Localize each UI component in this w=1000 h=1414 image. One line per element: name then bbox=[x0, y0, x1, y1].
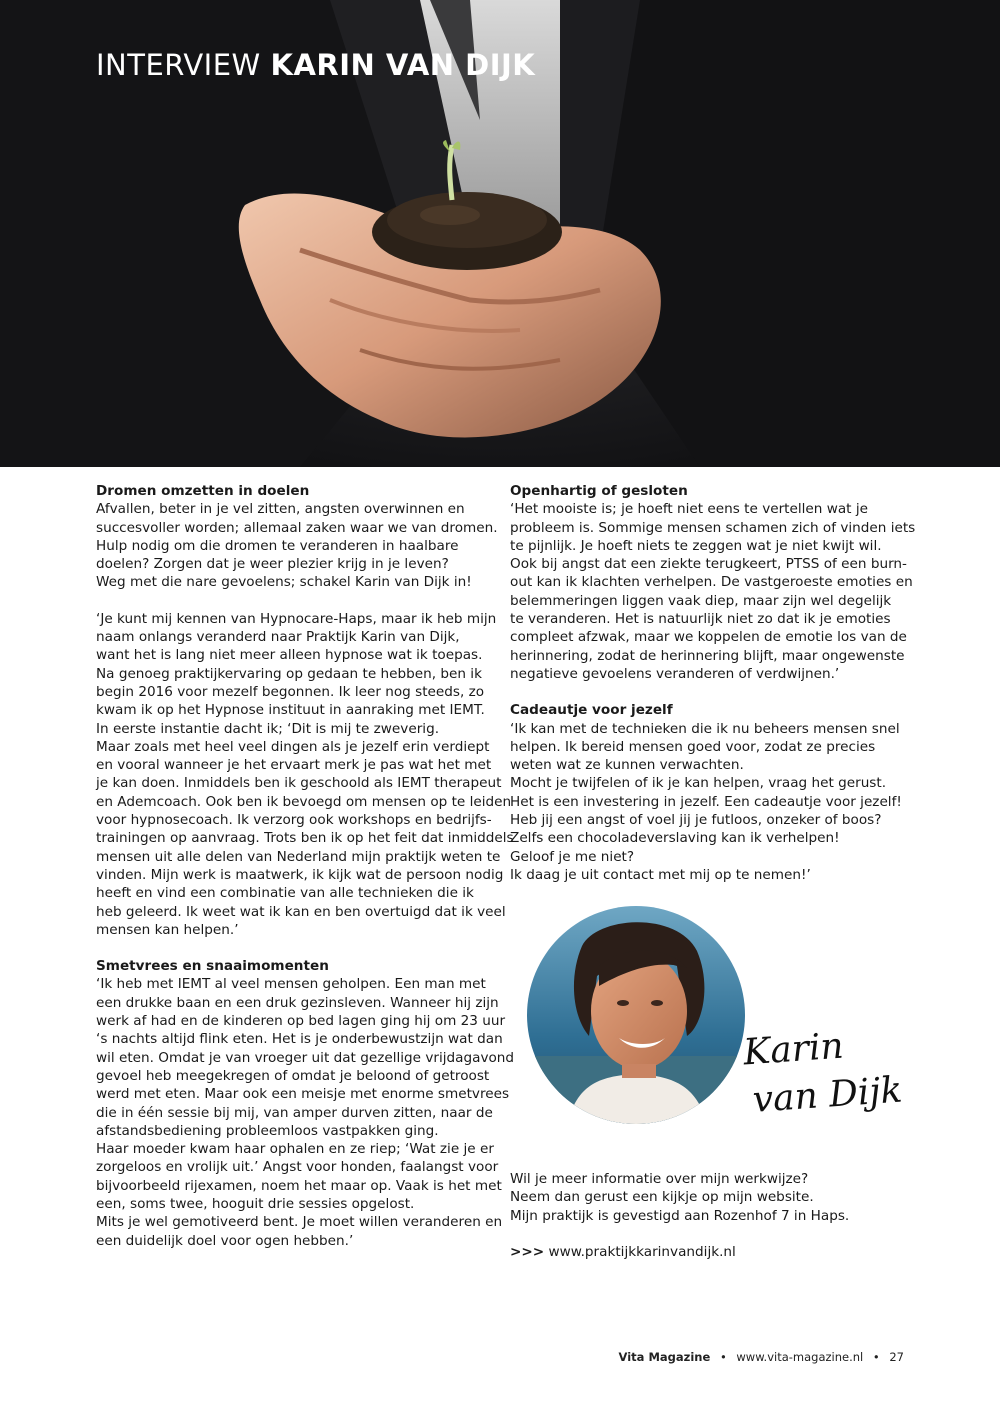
body-line: een drukke baan en een druk gezinsleven. Wanneer hij zijn bbox=[96, 994, 499, 1011]
body-line: werk af had en de kinderen op bed lagen ging hij om 23 uur bbox=[96, 1013, 506, 1030]
info-line: Mijn praktijk is gevestigd aan Rozenhof 7 in Haps. bbox=[510, 1207, 850, 1224]
title-prefix: INTERVIEW bbox=[96, 48, 261, 82]
footer-separator: • bbox=[872, 1350, 880, 1364]
body-line: herinnering, zodat de herinnering blijft, maar ongewenste bbox=[510, 647, 905, 664]
body-line: afstandsbediening probleemloos vastpakken ging. bbox=[96, 1122, 439, 1139]
body-line: Na genoeg praktijkervaring op gedaan te hebben, ben ik bbox=[96, 665, 482, 682]
website-link[interactable]: www.praktijkkarinvandijk.nl bbox=[548, 1243, 736, 1260]
body-line: ‘Ik kan met de technieken die ik nu beheers mensen snel bbox=[510, 720, 900, 737]
signature-first-name: Karin bbox=[742, 1025, 845, 1074]
body-line: begin 2016 voor mezelf begonnen. Ik leer nog steeds, zo bbox=[96, 683, 485, 700]
article-title bbox=[96, 48, 535, 82]
body-line: te veranderen. Het is natuurlijk niet zo dat ik je emoties bbox=[510, 611, 891, 628]
body-line: mensen uit alle delen van Nederland mijn praktijk weten te bbox=[96, 848, 501, 865]
body-line: Hulp nodig om die dromen te veranderen in haalbare bbox=[96, 537, 459, 554]
signature-last-name: van Dijk bbox=[751, 1069, 904, 1121]
body-line: Zelfs een chocoladeverslaving kan ik verhelpen! bbox=[510, 830, 840, 847]
body-line: Geloof je me niet? bbox=[510, 848, 635, 865]
section-dromen bbox=[96, 482, 496, 592]
body-line: negatieve gevoelens veranderen of verdwijnen.’ bbox=[510, 665, 840, 682]
body-line: Heb jij een angst of voel jij je futloos, onzeker of boos? bbox=[510, 812, 882, 829]
body-line: compleet afzwak, maar we koppelen de emotie los van de bbox=[510, 629, 907, 646]
body-line: vinden. Mijn werk is maatwerk, ik kijk wat de persoon nodig bbox=[96, 866, 504, 883]
body-line: een, soms twee, hooguit drie sessies opgelost. bbox=[96, 1195, 415, 1212]
body-line: Mocht je twijfelen of ik je kan helpen, vraag het gerust. bbox=[510, 775, 887, 792]
body-line: probleem is. Sommige mensen schamen zich of vinden iets bbox=[510, 519, 916, 536]
info-line: Neem dan gerust een kijkje op mijn website. bbox=[510, 1189, 814, 1206]
left-column bbox=[96, 482, 515, 1268]
body-line: trainingen op aanvraag. Trots ben ik op het feit dat inmiddels bbox=[96, 830, 514, 847]
page-number: 27 bbox=[889, 1350, 904, 1364]
body-line: kwam ik op het Hypnose instituut in aanraking met IEMT. bbox=[96, 702, 485, 719]
website-link-line bbox=[510, 1243, 910, 1261]
body-line: mensen kan helpen.’ bbox=[96, 921, 239, 938]
body-line: Weg met die nare gevoelens; schakel Karin van Dijk in! bbox=[96, 574, 472, 591]
hero-image bbox=[0, 0, 1000, 467]
section-cadeautje bbox=[510, 701, 910, 884]
body-line: ‘Ik heb met IEMT al veel mensen geholpen. Een man met bbox=[96, 976, 486, 993]
section-heading: Cadeautje voor jezelf bbox=[510, 702, 673, 719]
body-line: Haar moeder kwam haar ophalen en ze riep; ‘Wat zie je er bbox=[96, 1141, 494, 1158]
body-line: heb geleerd. Ik weet wat ik kan en ben overtuigd dat ik veel bbox=[96, 903, 506, 920]
page-footer bbox=[619, 1350, 904, 1364]
body-line: Ook bij angst dat een ziekte terugkeert, PTSS of een burn- bbox=[510, 556, 907, 573]
body-line: Mits je wel gemotiveerd bent. Je moet willen veranderen en bbox=[96, 1214, 503, 1231]
body-line: wil eten. Omdat je van vroeger uit dat gezellige vrijdagavond bbox=[96, 1049, 515, 1066]
body-line: helpen. Ik bereid mensen goed voor, zodat ze precies bbox=[510, 738, 876, 755]
body-line: Ik daag je uit contact met mij op te nemen!’ bbox=[510, 866, 811, 883]
section-heading: Dromen omzetten in doelen bbox=[96, 483, 310, 499]
section-heading: Openhartig of gesloten bbox=[510, 483, 688, 499]
body-line: Maar zoals met heel veel dingen als je jezelf erin verdiept bbox=[96, 738, 490, 755]
body-line: Afvallen, beter in je vel zitten, angsten overwinnen en bbox=[96, 501, 465, 518]
body-line: heeft en vind een combinatie van alle technieken die ik bbox=[96, 885, 474, 902]
body-line: naam onlangs veranderd naar Praktijk Karin van Dijk, bbox=[96, 629, 460, 646]
body-line: te pijnlijk. Je hoeft niets te zeggen wat je niet kwijt wil. bbox=[510, 537, 882, 554]
title-name: KARIN VAN DIJK bbox=[270, 48, 536, 82]
body-line: weten wat ze kunnen verwachten. bbox=[510, 757, 744, 774]
magazine-name: Vita Magazine bbox=[618, 1350, 711, 1364]
body-line: In eerste instantie dacht ik; ‘Dit is mij te zweverig. bbox=[96, 720, 440, 737]
body-line: ‘Het mooiste is; je hoeft niet eens te vertellen wat je bbox=[510, 501, 868, 518]
body-line: voor hypnosecoach. Ik verzorg ook workshops en bedrijfs- bbox=[96, 812, 492, 829]
body-line: belemmeringen liggen vaak diep, maar zijn wel degelijk bbox=[510, 592, 892, 609]
body-line: Het is een investering in jezelf. Een cadeautje voor jezelf! bbox=[510, 793, 902, 810]
body-line: die in één sessie bij mij, van amper durven zitten, naar de bbox=[96, 1104, 493, 1121]
portrait-image bbox=[527, 906, 745, 1124]
right-column bbox=[510, 482, 916, 902]
body-line: een duidelijk doel voor ogen hebben.’ bbox=[96, 1232, 354, 1249]
section-heading: Smetvrees en snaaimomenten bbox=[96, 958, 329, 975]
body-line: en vooral wanneer je het ervaart merk je pas wat het met bbox=[96, 757, 492, 774]
contact-info bbox=[510, 1170, 910, 1261]
body-line: werd met eten. Maar ook een meisje met enorme smetvrees bbox=[96, 1086, 510, 1103]
body-line: bijvoorbeeld rijexamen, noem het maar op. Vaak is het met bbox=[96, 1177, 502, 1194]
handwritten-signature bbox=[742, 1019, 904, 1126]
section-openhartig bbox=[510, 482, 916, 683]
body-line: zorgeloos en vrolijk uit.’ Angst voor honden, faalangst voor bbox=[96, 1159, 499, 1176]
body-line: succesvoller worden; allemaal zaken waar we van dromen. bbox=[96, 519, 498, 536]
body-line: en Ademcoach. Ook ben ik bevoegd om mensen op te leiden bbox=[96, 793, 512, 810]
portrait-photo bbox=[527, 906, 745, 1124]
body-line: gevoel heb meegekregen of omdat je beloond of getroost bbox=[96, 1067, 490, 1084]
body-line: ‘Je kunt mij kennen van Hypnocare-Haps, maar ik heb mijn bbox=[96, 610, 497, 627]
body-line: doelen? Zorgen dat je weer plezier krijg in je leven? bbox=[96, 556, 449, 573]
section-intro-quote bbox=[96, 610, 514, 939]
link-arrows: >>> bbox=[510, 1243, 545, 1260]
body-line: je kan doen. Inmiddels ben ik geschoold als IEMT therapeut bbox=[96, 775, 502, 792]
magazine-website: www.vita-magazine.nl bbox=[736, 1350, 864, 1364]
footer-separator: • bbox=[719, 1350, 727, 1364]
body-line: ‘s nachts altijd flink eten. Het is je onderbewustzijn wat dan bbox=[96, 1031, 503, 1048]
section-smetvrees bbox=[96, 957, 515, 1250]
body-line: out kan ik klachten verhelpen. De vastgeroeste emoties en bbox=[510, 574, 913, 591]
info-line: Wil je meer informatie over mijn werkwijze? bbox=[510, 1171, 809, 1187]
body-line: want het is lang niet meer alleen hypnose wat ik toepas. bbox=[96, 647, 483, 664]
